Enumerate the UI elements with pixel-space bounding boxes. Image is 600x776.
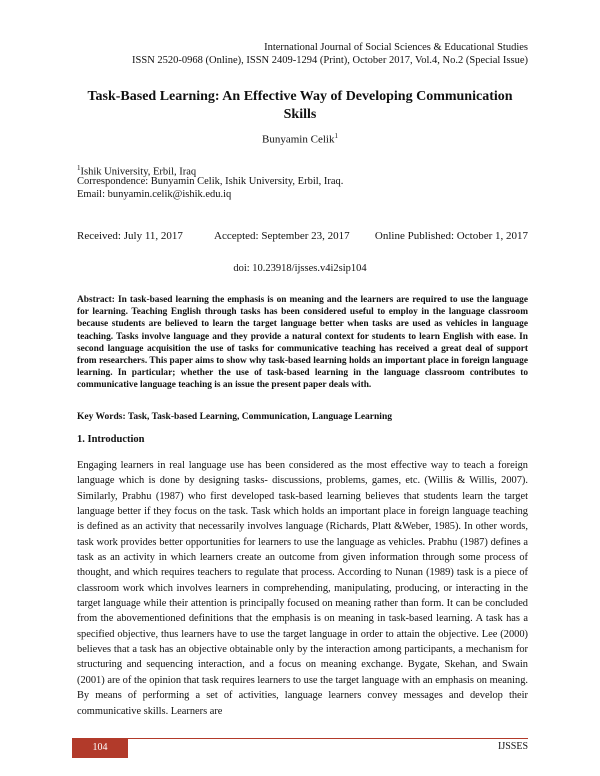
footer-journal-abbr: IJSSES (497, 741, 528, 752)
author-affiliation-marker: 1 (334, 132, 338, 140)
journal-name: International Journal of Social Sciences & Educational Studies (264, 42, 528, 53)
correspondence: Correspondence: Bunyamin Celik, Ishik University, Erbil, Iraq. (77, 176, 344, 187)
keywords: Key Words: Task, Task-based Learning, Communication, Language Learning (77, 412, 392, 422)
affiliation-marker: 1 (77, 164, 81, 172)
issn-line: ISSN 2520-0968 (Online), ISSN 2409-1294 (Print), October 2017, Vol.4, No.2 (Special Issue) (132, 55, 528, 66)
author (0, 132, 600, 146)
doi[interactable]: doi: 10.23918/ijsses.v4i2sip104 (233, 263, 367, 274)
paper-title: Task-Based Learning: An Effective Way of Developing Communication Skills (87, 89, 513, 122)
body-text: Engaging learners in real language use has been considered as the most effective way to teach a foreign language which is done by designing tasks- discussions, problems, games, etc. (Willis & Willis, 2007). Similarly, Prabhu (1987) who first developed task-based learning believes that students learn the target language better if they focus on the task. Task which holds an important place in foreign language teaching is defined as an activity that necessarily involves language (Richards, Platt &Weber, 1985). In other words, task work provides better opportunities for learners to use the language as vehicles. Prabhu (1987) defines a task as an activity in which learners create an outcome from given information through some process of thought, and which requires teachers to regulate that process. According to Nunan (1989) task is a piece of classroom work which involves learners in comprehending, manipulating, producing, or interacting in the target language while their attention is principally focused on meaning rather than form. It can be concluded from the abovementioned definitions that the emphasis is on meaning in task-based learning. A task has a specified objective, thus learners have to use the target language in order to attain the objective. Lee (2000) believes that a task has an objective obtainable only by the interaction among participants, a mechanism for structuring and sequencing interaction, and a focus on meaning exchange. Bygate, Skehan, and Swain (2001) are of the opinion that task requires learners to use the target language with an emphasis on meaning. By means of performing a set of activities, language learners convey messages and develop their communicative skills. Learners are (77, 460, 528, 717)
published-date: Online Published: October 1, 2017 (374, 230, 528, 242)
email: Email: bunyamin.celik@ishik.edu.iq (77, 189, 232, 200)
abstract: Abstract: In task-based learning the emphasis is on meaning and the learners are required to use the language for learning. Teaching English through tasks has been considered useful to employ in the language classroom because students are believed to learn the target language better when tasks are used as vehicles in language teaching. Tasks involve language and they provide a natural context for students to learn English with ease. In second language acquisition the use of tasks for communicative teaching has received a great deal of support from researchers. This paper aims to show why task-based learning holds an important place in foreign language learning. In particular; whether the use of task-based learning in the language classroom contributes to communicative language teaching is an issue the present paper deals with. (77, 295, 528, 391)
accepted-date: Accepted: September 23, 2017 (214, 230, 350, 242)
section-heading: 1. Introduction (77, 434, 145, 445)
page-number: 104 (72, 738, 128, 758)
author-name: Bunyamin Celik (262, 133, 335, 146)
footer-rule (72, 738, 528, 739)
affiliation-text: Ishik University, Erbil, Iraq (80, 166, 197, 178)
received-date: Received: July 11, 2017 (77, 230, 183, 242)
